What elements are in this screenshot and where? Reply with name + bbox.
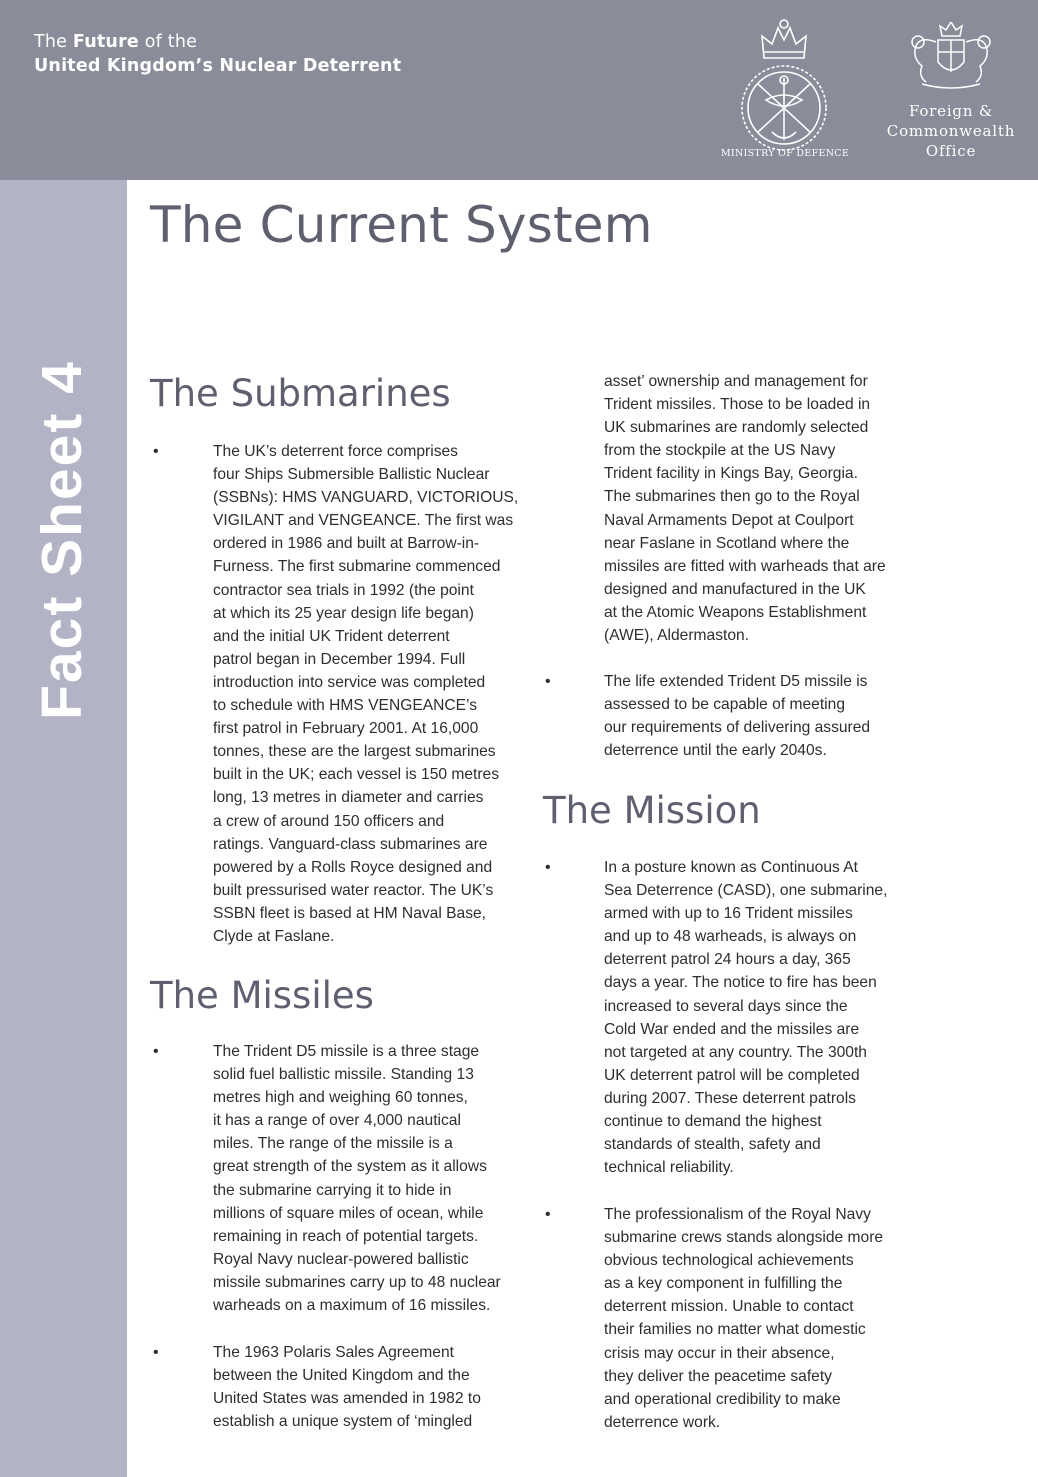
ministry-of-defence-label: MINISTRY OF DEFENCE: [720, 148, 850, 159]
section-heading-submarines: The Submarines: [150, 372, 451, 415]
missiles-paragraph-3: The life extended Trident D5 missile is assessed to be capable of meeting our requirements of delivering assured deterrence until the early 2040s.: [604, 673, 871, 760]
header-band: [0, 0, 1038, 180]
submarines-paragraph: The UK’s deterrent force comprises four Ships Submersible Ballistic Nuclear (SSBNs): HMS VANGUARD, VICTORIOUS, VIGILANT and VENGEANCE. The first was ordered in 1986 and built at Barrow-in- Furness. The first submarine commenced contractor sea trials in 1992 (the point at which its 25 year design life began) and the initial UK Trident deterrent patrol began in December 1994. Full introduction into service was completed to schedule with HMS VENGEANCE’s first patrol in February 2001. At 16,000 tonnes, these are the largest submarines built in the UK; each vessel is 150 metres long, 13 metres in diameter and carries a crew of around 150 officers and ratings. Vanguard-class submarines are powered by a Rolls Royce designed and built pressurised water reactor. The UK’s SSBN fleet is based at HM Naval Base, Clyde at Faslane.: [213, 443, 519, 945]
page-title: The Current System: [150, 196, 653, 254]
bullet-marker: •: [545, 859, 551, 876]
section-heading-missiles: The Missiles: [150, 974, 374, 1017]
mission-paragraph-1: In a posture known as Continuous At Sea Deterrence (CASD), one submarine, armed with up to 16 Trident missiles and up to 48 warheads, is always on deterrent patrol 24 hours a day, 365 days a year. The notice to fire has been increased to several days since the Cold War ended and the missiles are not targeted at any country. The 300th UK deterrent patrol will be completed during 2007. These deterrent patrols continue to demand the highest standards of stealth, safety and technical reliability.: [604, 859, 888, 1177]
bullet-marker: •: [153, 1043, 159, 1060]
royal-coat-of-arms-logo: [904, 22, 998, 92]
missiles-paragraph-2: The 1963 Polaris Sales Agreement between the United Kingdom and the United States was amended in 1982 to establish a unique system of ‘mingled: [213, 1344, 481, 1431]
bullet-marker: •: [545, 1206, 551, 1223]
mission-paragraph-2: The professionalism of the Royal Navy submarine crews stands alongside more obvious technological achievements as a key component in fulfilling the deterrent mission. Unable to contact their families no matter what domestic crisis may occur in their absence, they deliver the peacetime safety and operational credibility to make deterrence work.: [604, 1206, 884, 1431]
missiles-paragraph-1: The Trident D5 missile is a three stage solid fuel ballistic missile. Standing 13 metres high and weighing 60 tonnes, it has a range of over 4,000 nautical miles. The range of the missile is a great strength of the system as it allows the submarine carrying it to hide in millions of square miles of ocean, while remaining in reach of potential targets. Royal Navy nuclear-powered ballistic missile submarines carry up to 48 nuclear warheads on a maximum of 16 missiles.: [213, 1043, 501, 1315]
missiles-paragraph-2-continued: asset’ ownership and management for Trident missiles. Those to be loaded in UK submarines are randomly selected from the stockpile at the US Navy Trident facility in Kings Bay, Georgia. The submarines then go to the Royal Naval Armaments Depot at Coulport near Faslane in Scotland where the missiles are fitted with warheads that are designed and manufactured in the UK at the Atomic Weapons Establishment (AWE), Aldermaston.: [604, 373, 886, 645]
fact-sheet-sidebar: [0, 180, 127, 1477]
bullet-marker: •: [153, 443, 159, 460]
bullet-marker: •: [545, 673, 551, 690]
document-series-title: The Future of the United Kingdom’s Nuclear Deterrent: [34, 32, 402, 76]
foreign-commonwealth-office-label: Foreign & Commonwealth Office: [886, 102, 1016, 160]
section-heading-mission: The Mission: [543, 789, 761, 832]
fact-sheet-number-label: Fact Sheet 4: [30, 360, 94, 720]
bullet-marker: •: [153, 1344, 159, 1361]
ministry-of-defence-crest-logo: [716, 14, 852, 164]
